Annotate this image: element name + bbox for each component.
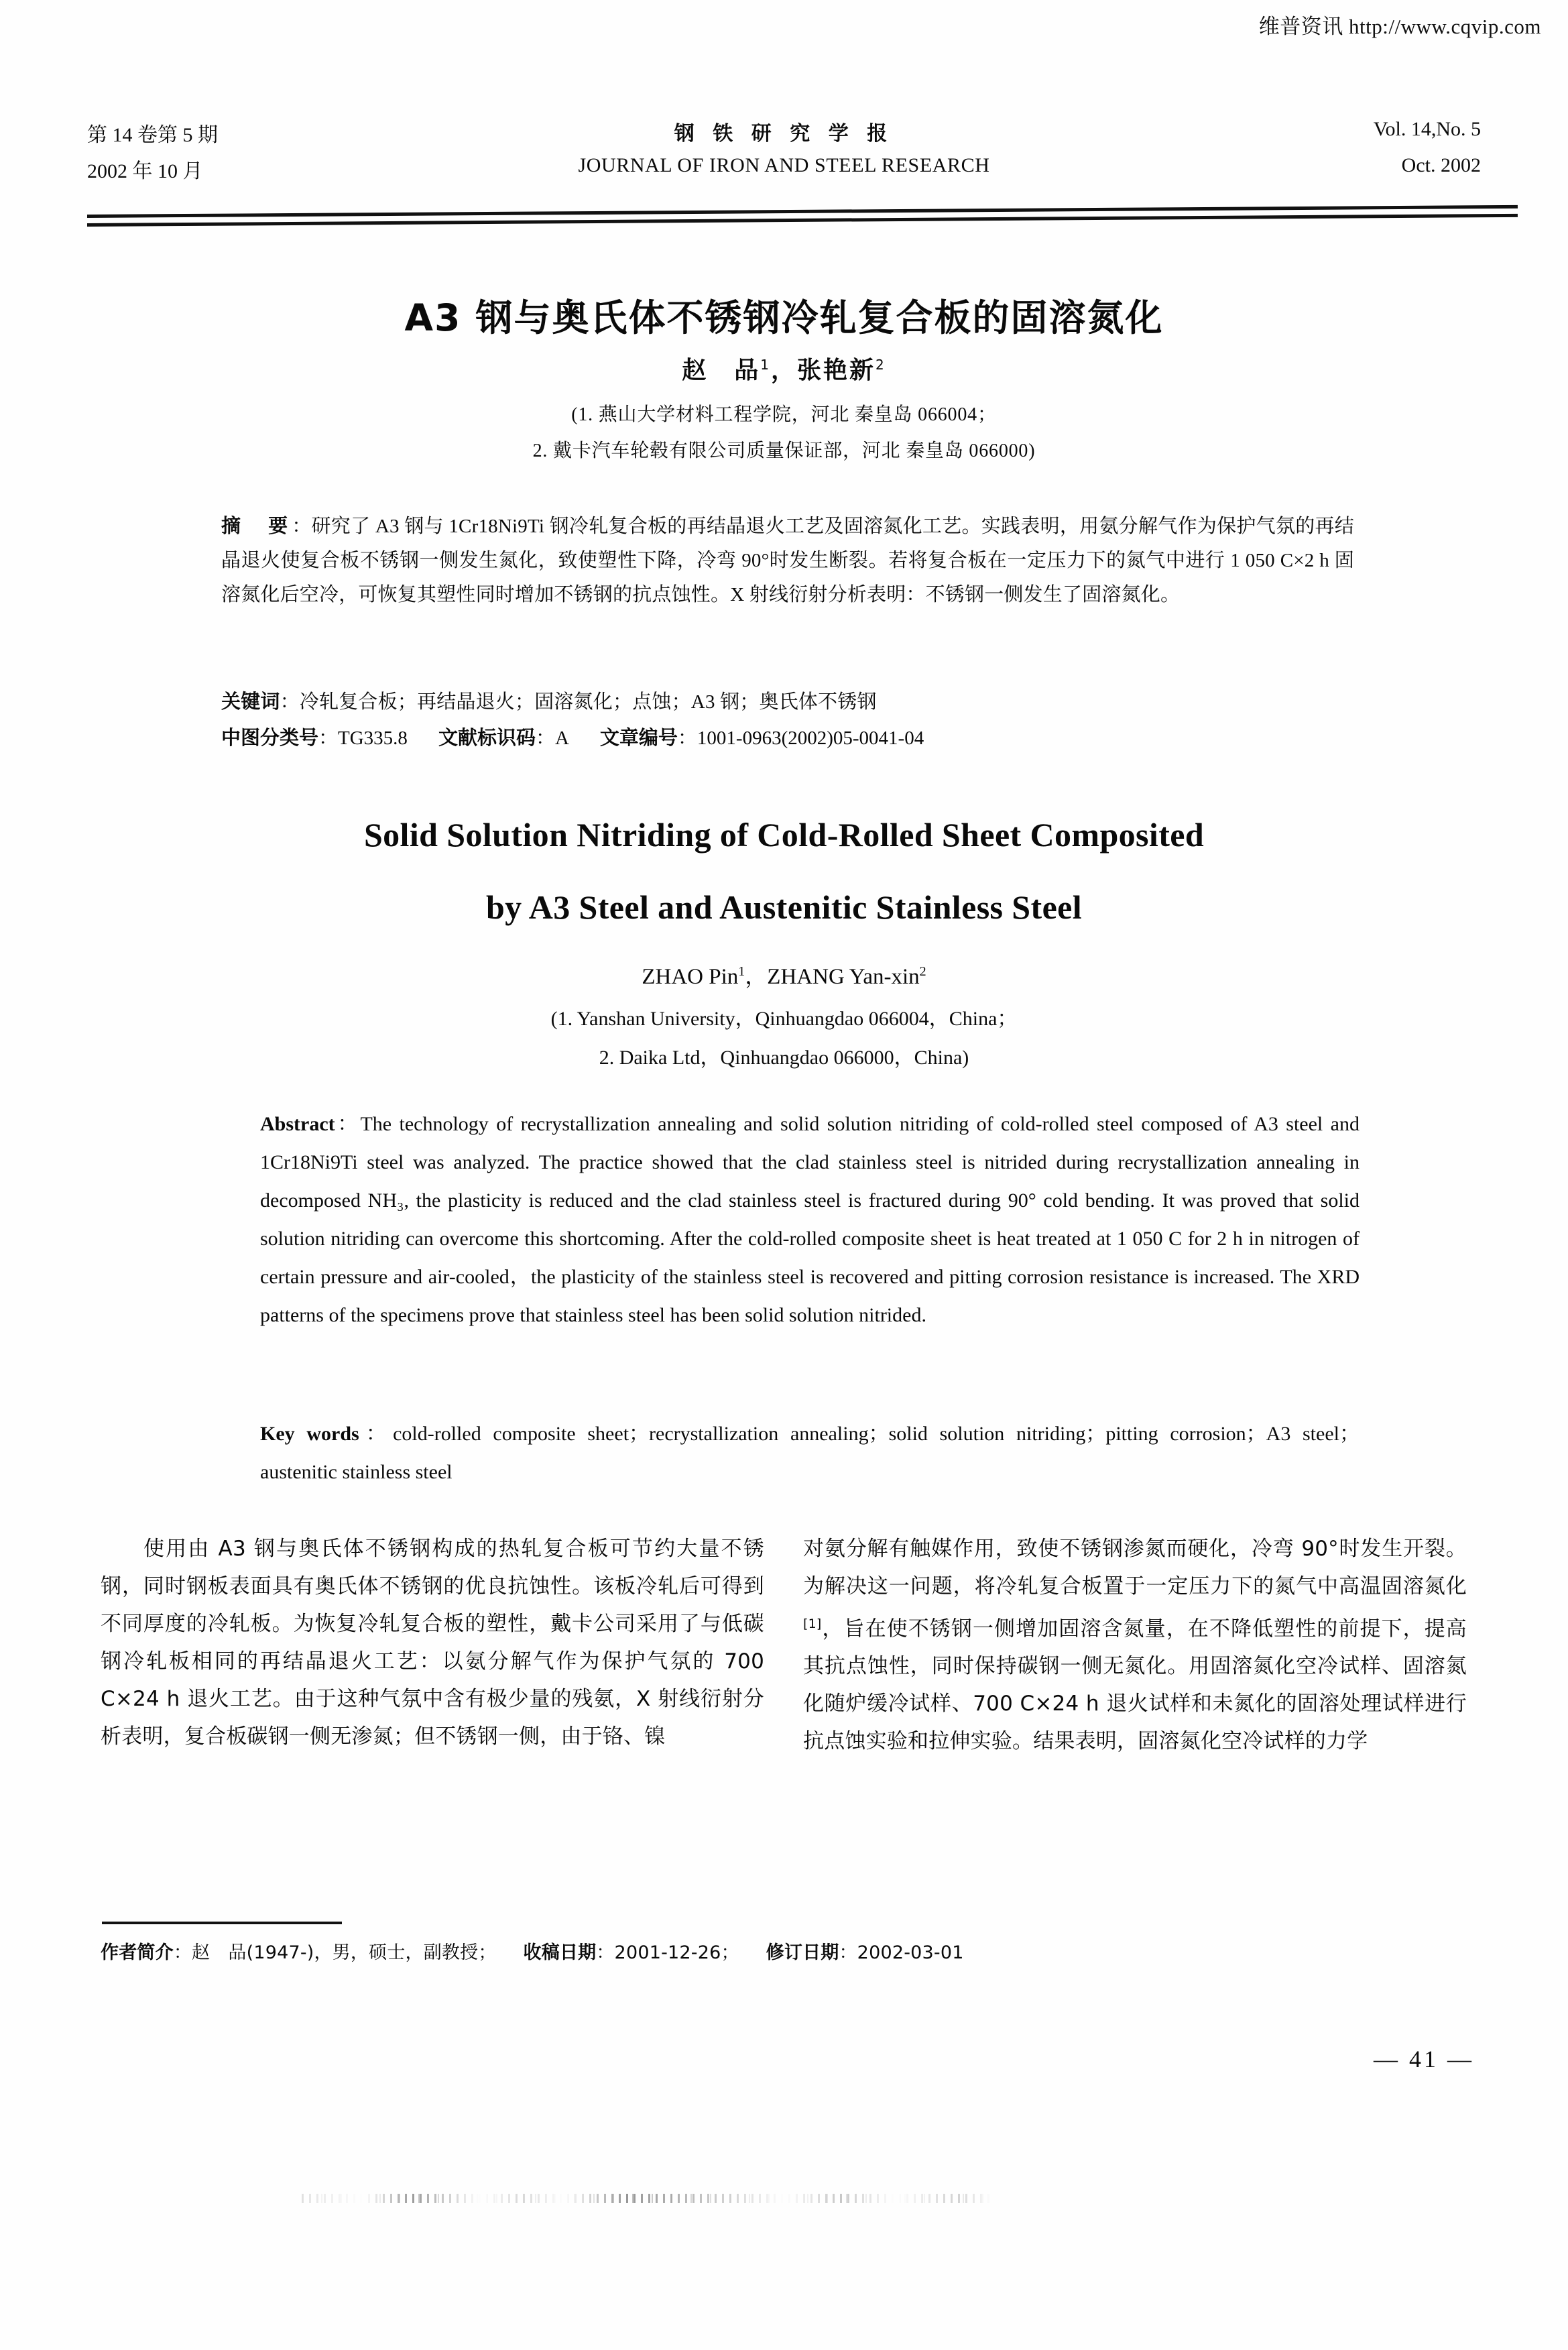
keywords-cn-text: ：冷轧复合板；再结晶退火；固溶氮化；点蚀；A3 钢；奥氏体不锈钢: [280, 691, 877, 713]
revised-date-label: 修订日期: [766, 1942, 839, 1963]
body-column-left: [101, 1530, 764, 1760]
runhead-volume-issue-en: Vol. 14,No. 5: [1373, 118, 1481, 140]
article-id-value: ：1001-0963(2002)05-0041-04: [677, 727, 924, 749]
body-paragraph-left: 使用由 A3 钢与奥氏体不锈钢构成的热轧复合板可节约大量不锈钢，同时钢板表面具有奥氏体不锈钢的优良抗蚀性。该板冷轧后可得到不同厚度的冷轧板。为恢复冷轧复合板的塑性，戴卡公司采用了与低碳钢冷轧板相同的再结晶退火工艺：以氨分解气作为保护气氛的 700 C×24 h 退火工艺。由于这种气氛中含有极少量的残氨，X 射线衍射分析表明，复合板碳钢一侧无渗氮；但不锈钢一侧，由于铬、镍: [101, 1537, 764, 1749]
author-bio-value: ：赵 品(1947-)，男，硕士，副教授；: [173, 1942, 497, 1963]
runhead-date-cn: 2002 年 10 月: [87, 160, 203, 182]
author-bio-label: 作者简介: [101, 1942, 174, 1963]
revised-date-value: ：2002-03-01: [839, 1942, 964, 1963]
author-en-1: ZHAO Pin: [642, 965, 739, 989]
body-right-text-1: 对氨分解有触媒作用，致使不锈钢渗氮而硬化，冷弯 90°时发生开裂。为解决这一问题，将冷轧复合板置于一定压力下的氮气中高温固溶氮化: [803, 1537, 1467, 1598]
cqvip-watermark: 维普资讯 http://www.cqvip.com: [1258, 15, 1541, 38]
affiliation-cn-2: 2. 戴卡汽车轮毂有限公司质量保证部，河北 秦皇岛 066000): [532, 440, 1036, 461]
body-columns: [101, 1530, 1468, 1760]
affiliation-en-2: 2. Daika Ltd，Qinhuangdao 066000，China): [599, 1047, 969, 1069]
abstract-cn-text: ：研究了 A3 钢与 1Cr18Ni9Ti 钢冷轧复合板的再结晶退火工艺及固溶氮化工艺。实践表明，用氨分解气作为保护气氛的再结晶退火使复合板不锈钢一侧发生氮化，致使塑性下降，冷弯 90°时发生断裂。若将复合板在一定压力下的氮气中进行 1 050 C×2 h 固溶氮化后空冷，可恢复其塑性同时增加不锈钢的抗点蚀性。X 射线衍射分析表明：不锈钢一侧发生了固溶氮化。: [221, 516, 1354, 605]
body-column-right: [803, 1530, 1467, 1760]
author-en-separator: ，: [745, 965, 768, 989]
keywords-en-label: Key words: [260, 1423, 359, 1445]
scan-artifact-smudge: [302, 2194, 992, 2203]
body-right-text-2: ，旨在使不锈钢一侧增加固溶含氮量，在不降低塑性的前提下，提高其抗点蚀性，同时保持碳钢一侧无氮化。用固溶氮化空冷试样、固溶氮化随炉缓冷试样、700 C×24 h 退火试样和未氮化的固溶处理试样进行抗点蚀实验和拉伸实验。结果表明，固溶氮化空冷试样的力学: [803, 1617, 1467, 1754]
authors-en: [0, 959, 1568, 990]
runhead-journal-en: JOURNAL OF IRON AND STEEL RESEARCH: [578, 154, 990, 176]
classification-line: [221, 721, 1374, 756]
affiliation-en-1: (1. Yanshan University，Qinhuangdao 066004，China；: [550, 1008, 1018, 1030]
received-date-value: ：2001-12-26；: [596, 1942, 739, 1963]
author-cn-separator: ，: [770, 357, 797, 384]
page-title-cn: A3 钢与奥氏体不锈钢冷轧复合板的固溶氮化: [404, 296, 1164, 339]
abstract-en-text: ：The technology of recrystallization annealing and solid solution nitriding of cold-rolled steel composed of A3 steel and 1Cr18Ni9Ti steel was analyzed. The practice showed that the clad stainless steel is nitrided during recrystallization annealing in decomposed NH₃, the plasticity is reduced and the clad stainless steel is fractured during 90° cold bending. It was proved that solid solution nitriding can overcome this shortcoming. After the cold-rolled composite sheet is heat treated at 1 050 C for 2 h in nitrogen of certain pressure and air-cooled，the plasticity of the stainless steel is recovered and pitting corrosion resistance is increased. The XRD patterns of the specimens prove that stainless steel has been solid solution nitrided.: [260, 1113, 1360, 1326]
page-title-en-line2: by A3 Steel and Austenitic Stainless Steel: [485, 888, 1083, 926]
author-en-2-affmark: 2: [919, 964, 926, 979]
abstract-cn-label: 摘 要: [221, 516, 292, 537]
running-head: [87, 118, 1481, 192]
author-cn-2-affmark: 2: [876, 357, 886, 373]
abstract-en: [260, 1105, 1360, 1334]
abstract-cn: [221, 510, 1354, 612]
keywords-cn-label: 关键词: [221, 691, 280, 713]
keywords-cn: [221, 685, 1354, 719]
clc-label: 中图分类号: [221, 727, 319, 749]
clc-value: ：TG335.8: [318, 727, 408, 749]
author-cn-1: 赵 品: [682, 357, 761, 384]
page-number: — 41 —: [1374, 2046, 1474, 2072]
received-date-label: 收稿日期: [523, 1942, 597, 1963]
keywords-en-text: ：cold-rolled composite sheet；recrystallization annealing；solid solution nitriding；pitting corrosion；A3 steel；austenitic stainless steel: [260, 1423, 1360, 1483]
page-title-en-line1: Solid Solution Nitriding of Cold-Rolled Sheet Composited: [363, 816, 1205, 854]
header-double-rule: [87, 215, 1518, 224]
author-en-1-affmark: 1: [738, 964, 745, 979]
affiliation-cn-1: (1. 燕山大学材料工程学院，河北 秦皇岛 066004；: [571, 404, 997, 425]
abstract-en-label: Abstract: [260, 1113, 335, 1135]
authors-cn: [0, 351, 1568, 386]
reference-marker-1: [1]: [803, 1617, 822, 1631]
footnote-rule: [102, 1922, 342, 1924]
doc-code-value: ：A: [535, 727, 569, 749]
author-cn-2: 张艳新: [797, 357, 876, 384]
article-id-label: 文章编号: [599, 727, 678, 749]
doc-code-label: 文献标识码: [438, 727, 536, 749]
runhead-date-en: Oct. 2002: [1401, 154, 1481, 176]
body-paragraph-right: [803, 1530, 1467, 1760]
author-en-2: ZHANG Yan-xin: [767, 965, 920, 989]
runhead-journal-cn: 钢 铁 研 究 学 报: [674, 123, 894, 145]
footnote: [101, 1938, 1240, 1964]
author-cn-1-affmark: 1: [760, 357, 771, 373]
keywords-en: [260, 1415, 1360, 1491]
runhead-volume-issue-cn: 第 14 卷第 5 期: [87, 124, 218, 146]
